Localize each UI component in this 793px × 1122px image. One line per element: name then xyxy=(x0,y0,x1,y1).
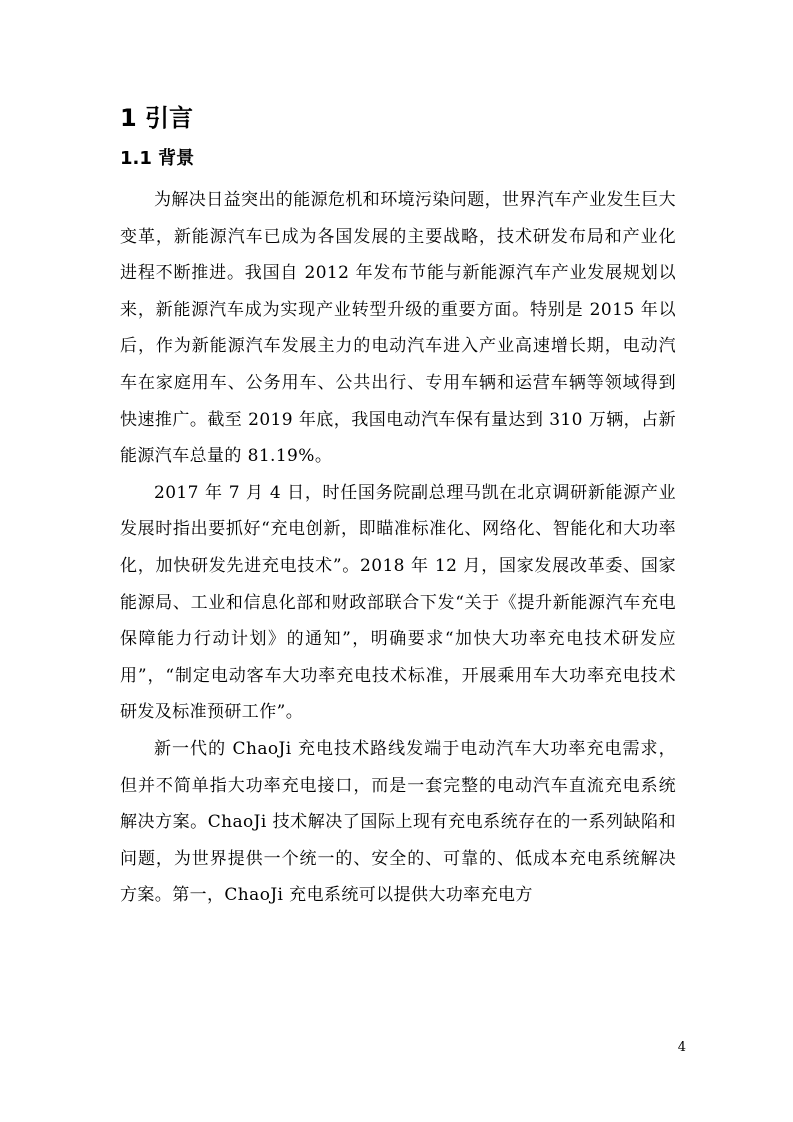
body-text xyxy=(120,182,676,914)
paragraph-background-1: 为解决日益突出的能源危机和环境污染问题，世界汽车产业发生巨大变革，新能源汽车已成为各国发展的主要战略，技术研发布局和产业化进程不断推进。我国自 2012 年发布节能与新能源汽车产业发展规划以来，新能源汽车成为实现产业转型升级的重要方面。特别是 2015 年以后，作为新能源汽车发展主力的电动汽车进入产业高速增长期，电动汽车在家庭用车、公务用车、公共出行、专用车辆和运营车辆等领域得到快速推广。截至 2019 年底，我国电动汽车保有量达到 310 万辆，占新能源汽车总量的 81.19%。 xyxy=(120,190,676,467)
section-heading: 1 引言 xyxy=(120,104,194,132)
paragraph-background-3: 新一代的 ChaoJi 充电技术路线发端于电动汽车大功率充电需求，但并不简单指大功率充电接口，而是一套完整的电动汽车直流充电系统解决方案。ChaoJi 技术解决了国际上现有充电系统存在的一系列缺陷和问题，为世界提供一个统一的、安全的、可靠的、低成本充电系统解决方案。第一，ChaoJi 充电系统可以提供大功率充电方 xyxy=(120,738,676,906)
subsection-heading: 1.1 背景 xyxy=(120,148,195,169)
page-number: 4 xyxy=(677,1040,686,1055)
paragraph-background-2: 2017 年 7 月 4 日，时任国务院副总理马凯在北京调研新能源产业发展时指出要抓好“充电创新，即瞄准标准化、网络化、智能化和大功率化，加快研发先进充电技术”。2018 年 12 月，国家发展改革委、国家能源局、工业和信息化部和财政部联合下发“关于《提升新能源汽车充电保障能力行动计划》的通知”，明确要求“加快大功率充电技术研发应用”，“制定电动客车大功率充电技术标准，开展乘用车大功率充电技术研发及标准预研工作”。 xyxy=(120,482,676,723)
